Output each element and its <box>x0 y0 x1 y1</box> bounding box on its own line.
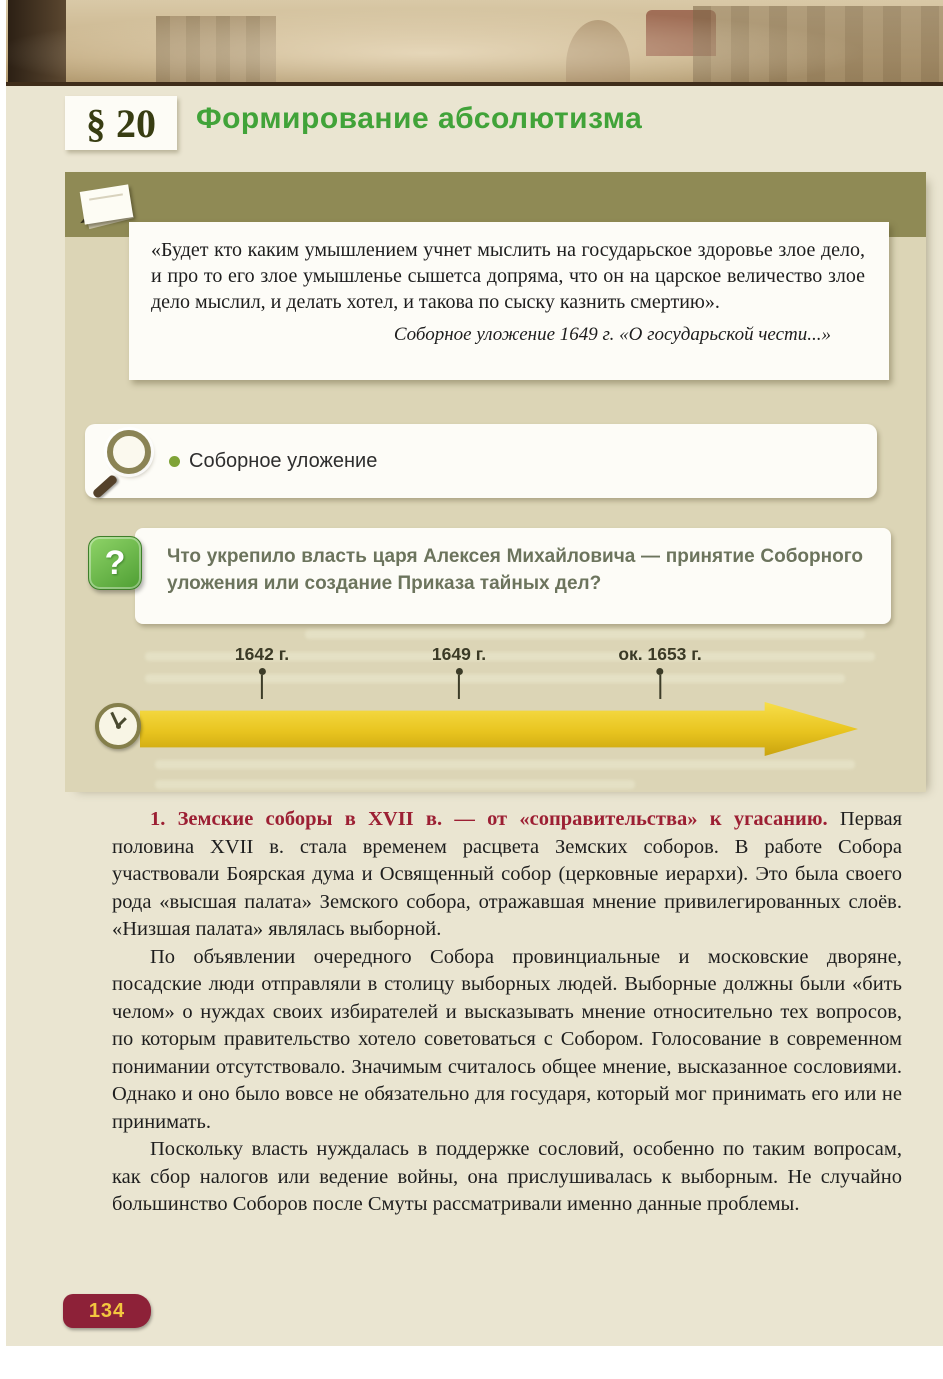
paragraph <box>112 806 902 944</box>
timeline-pin <box>258 668 265 675</box>
clock-icon <box>95 703 141 749</box>
page-number: 134 <box>88 1299 126 1322</box>
vocabulary-card <box>85 424 877 498</box>
section-number: § 20 <box>86 100 156 146</box>
timeline-date <box>618 644 701 699</box>
timeline-date-label: 1642 г. <box>234 644 290 664</box>
timeline-date <box>235 644 289 699</box>
quote-attribution: Соборное уложение 1649 г. «О государьской чести...» <box>393 324 831 345</box>
textbook-page <box>6 0 943 1346</box>
timeline-pin <box>657 668 664 675</box>
source-quote-card <box>129 222 889 380</box>
paragraph: По объявлении очередного Собора провинциальные и московские дворяне, посадские люди отправляли в столицу выборных людей. Выборные должны были «бить челом» о нуждах своих избирателей и высказывать мнение относительно тех вопросов, по которым правительство хотело советоваться с Собором. Голосование в современном понимании отсутствовало. Значимым считалось общее мнение, высказанное сословиями. Однако и оно было вовсе не обязательно для государя, который мог принимать его или не принимать. <box>112 945 902 1133</box>
timeline-date <box>432 644 486 699</box>
timeline-pin <box>455 668 462 675</box>
bullet-icon <box>169 456 180 467</box>
notes-icon <box>73 178 137 236</box>
quote-text: «Будет кто каким умышлением учнет мыслить на государьское здоровье злое дело, и про то его злое умышленье сышетса допряма, что он на царское величество злое дело мыслил, и делать хотел, и такова по сыску казнить смертию». <box>151 239 865 313</box>
bleed-through-text <box>305 630 865 639</box>
paragraph-lead-heading: 1. Земские соборы в XVII в. — от «соправительства» к угасанию. <box>150 808 828 830</box>
timeline-arrow <box>140 702 858 756</box>
magnifier-icon <box>95 428 165 500</box>
question-text: Что укрепило власть царя Алексея Михайловича — принятие Соборного уложения или создание Приказа тайных дел? <box>167 546 863 594</box>
vocabulary-term: Соборное уложение <box>189 449 378 472</box>
timeline-date-label: ок. 1653 г. <box>618 644 702 664</box>
question-mark-icon: ? <box>88 536 142 590</box>
paragraph-text: Первая половина XVII в. стала временем расцвета Земских соборов. В работе Собора участвовали Боярская дума и Освященный собор (церковные иерархи). Это была своего рода «высшая палата» Земского собора, отражавшая мнение привилегированных слоёв. «Низшая палата» являлась выборной. <box>112 808 903 940</box>
banner-haze <box>6 0 943 82</box>
bleed-through-text <box>155 780 635 789</box>
paragraph: Поскольку власть нуждалась в поддержке сословий, особенно по таким вопросам, как сбор налогов или ведение войны, она прислушивалась к выборным. Не случайно большинство Соборов после Смуты рассматривали именно данные проблемы. <box>112 1138 902 1215</box>
intro-panel <box>65 172 926 792</box>
body-text <box>112 806 902 1219</box>
timeline-date-label: 1649 г. <box>431 644 487 664</box>
question-card <box>135 528 891 624</box>
page-number-badge <box>63 1294 151 1328</box>
section-number-badge <box>65 96 177 150</box>
bleed-through-text <box>155 760 855 769</box>
header-photo-banner <box>6 0 943 86</box>
page-title: Формирование абсолютизма <box>196 102 643 135</box>
